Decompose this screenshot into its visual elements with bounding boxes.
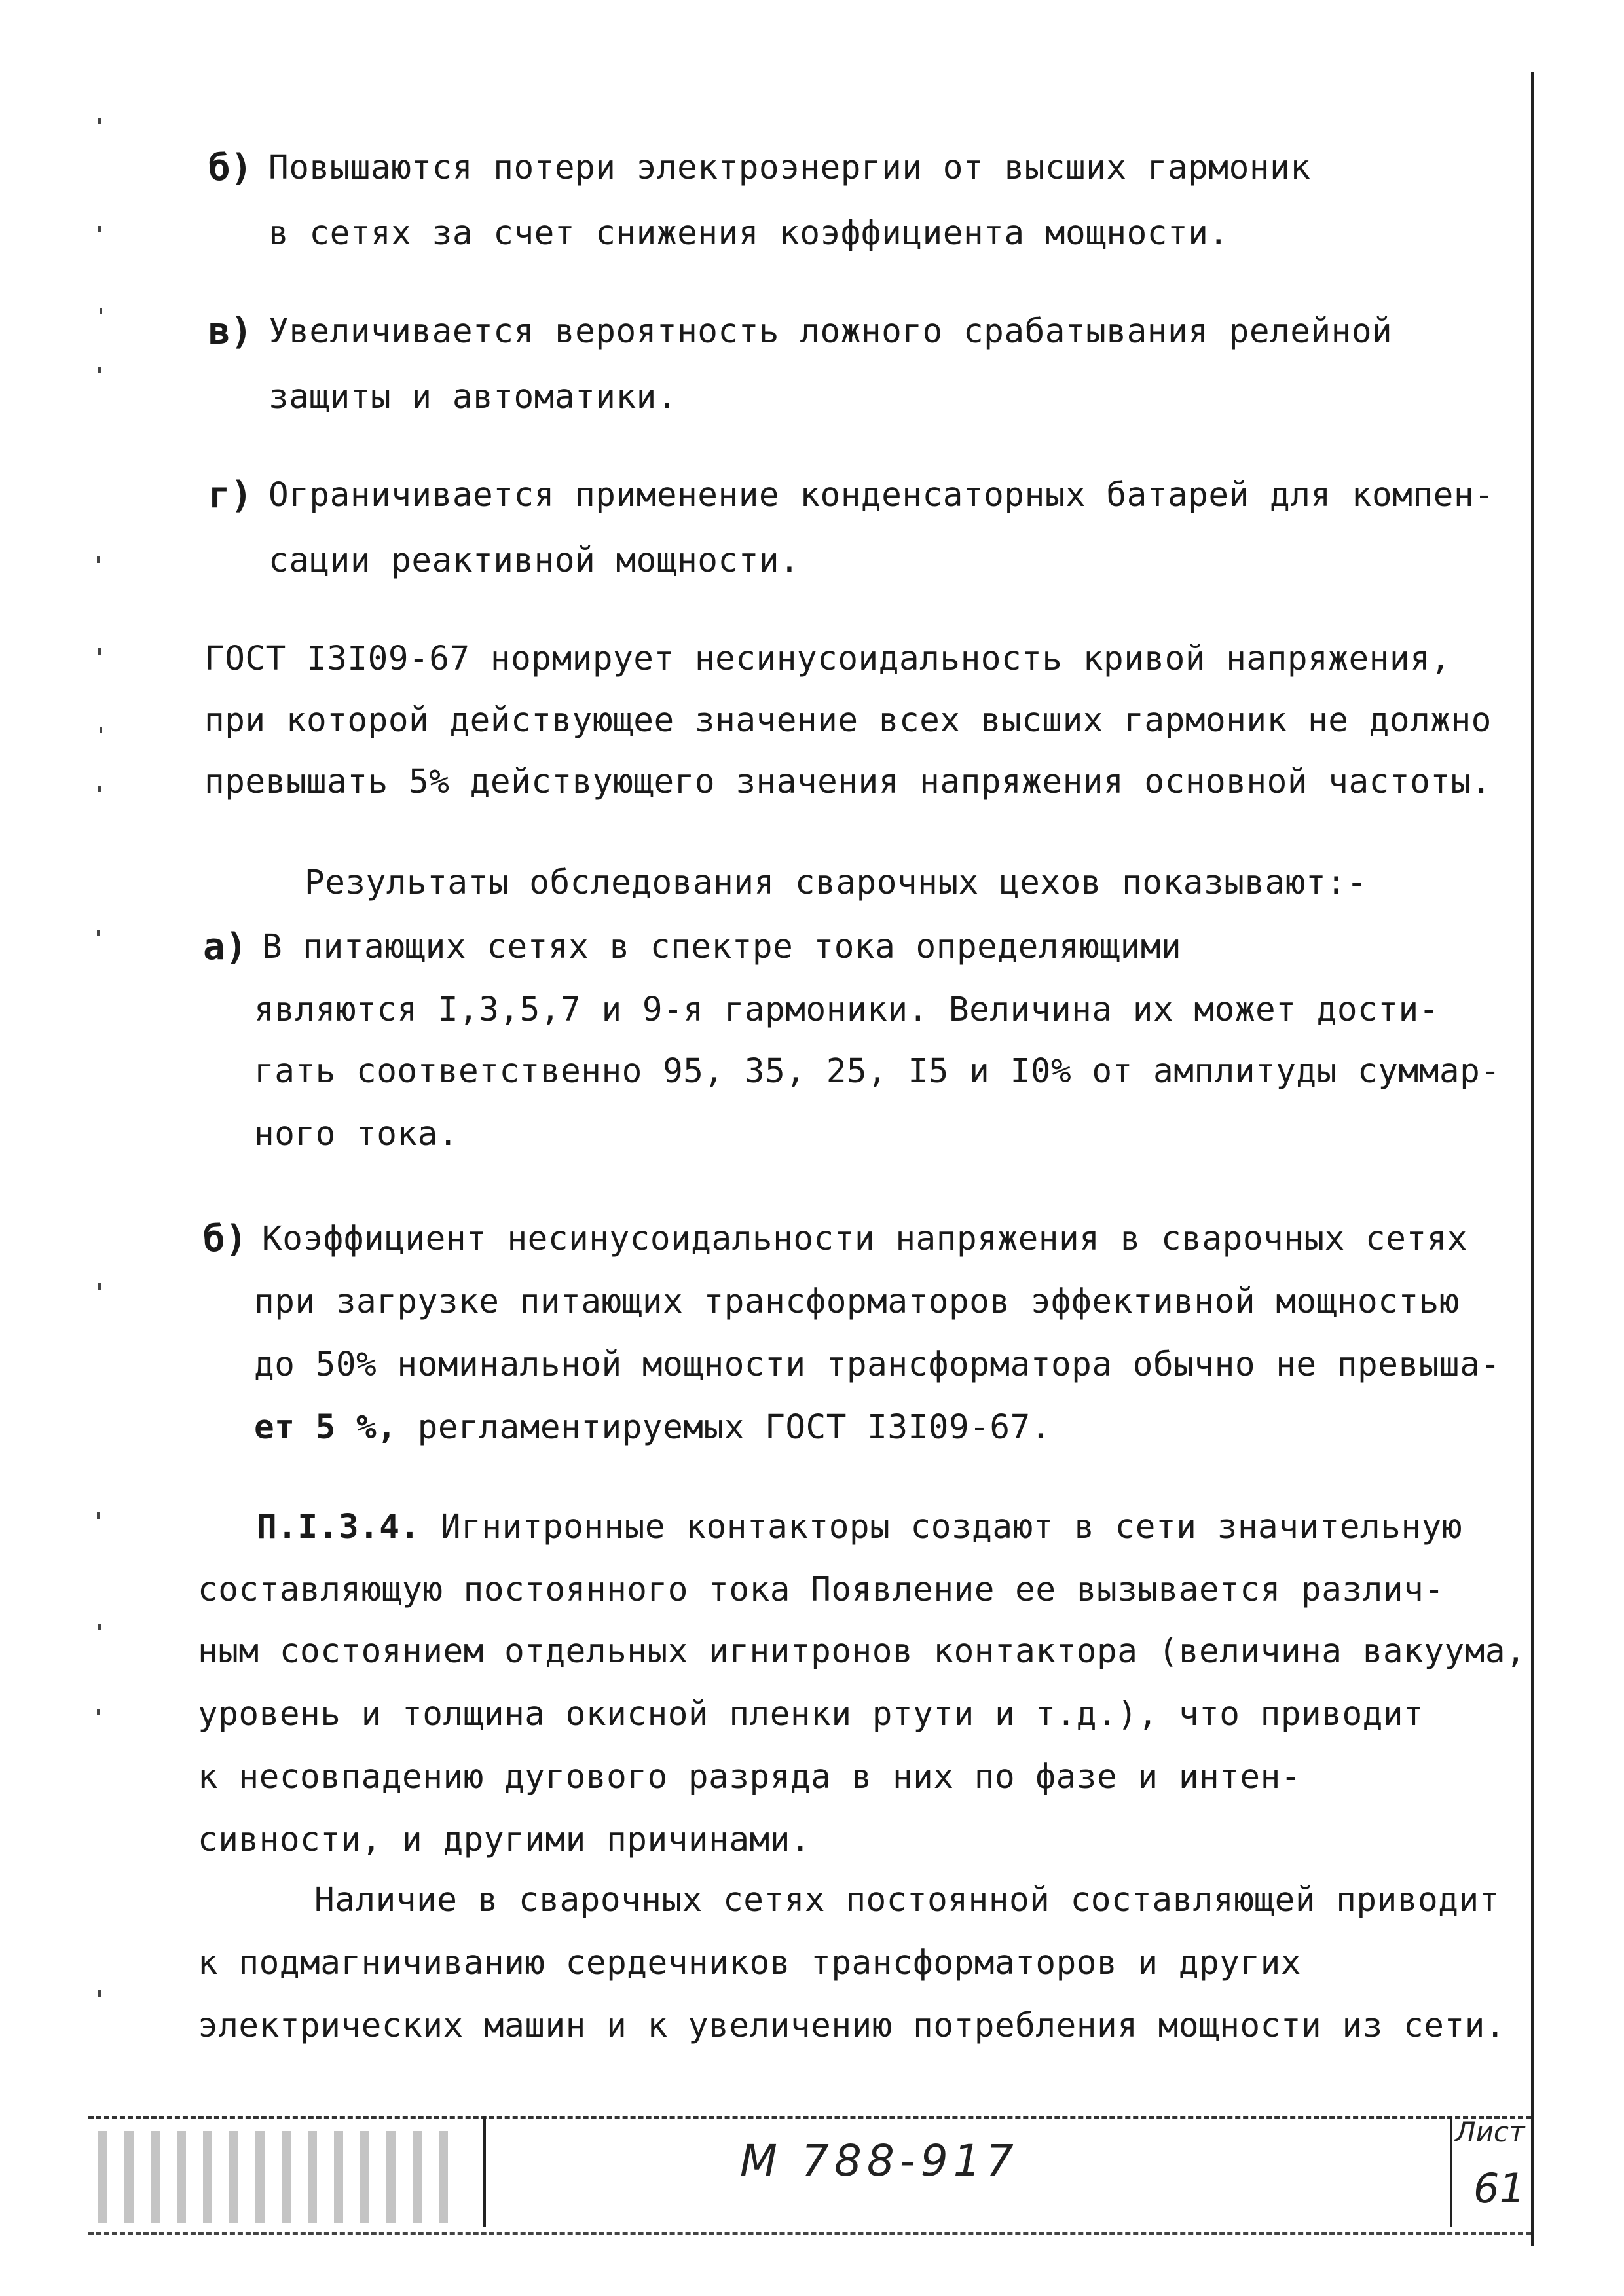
item-a-label: а) xyxy=(203,926,248,968)
section-134-line-3: ным состоянием отдельных игнитронов контактора (величина вакуума, xyxy=(198,1632,1526,1671)
dc-line-2: к подмагничиванию сердечников трансформаторов и других xyxy=(198,1944,1302,1982)
item-g-line-1: Ограничивается применение конденсаторных батарей для компен- xyxy=(268,476,1495,515)
item-g-label: г) xyxy=(208,474,253,517)
document-code: М 788-917 xyxy=(740,2136,1019,2186)
item-b-line-2: в сетях за счет снижения коэффициента мощности. xyxy=(268,214,1229,253)
item-b2-line-1: Коэффициент несинусоидальности напряжения в сварочных сетях xyxy=(262,1220,1468,1258)
item-a-line-4: ного тока. xyxy=(254,1115,459,1154)
item-b2-line-2: при загрузке питающих трансформаторов эффективной мощностью xyxy=(254,1283,1460,1321)
title-block-divider-left xyxy=(483,2116,486,2227)
section-134-line-5: к несовпадению дугового разряда в них по фазе и интен- xyxy=(198,1758,1302,1796)
section-134-line-4: уровень и толщина окисной пленки ртути и т.д.), что приводит xyxy=(198,1695,1424,1734)
gost-line-3: превышать 5% действующего значения напряжения основной частоты. xyxy=(204,763,1492,801)
section-134-line-6: сивности, и другими причинами. xyxy=(198,1821,811,1859)
item-b2-line-4-prefix: ет 5 %, xyxy=(254,1408,397,1447)
page-frame-right xyxy=(1531,72,1534,2246)
item-a-line-1: В питающих сетях в спектре тока определяющими xyxy=(262,928,1182,966)
section-134-line-1-text: Игнитронные контакторы создают в сети значительную xyxy=(420,1508,1463,1546)
section-134-line-2: составляющую постоянного тока Появление ее вызывается различ- xyxy=(198,1571,1445,1609)
title-block-bottom-rule xyxy=(88,2232,1531,2235)
item-b-line-1: Повышаются потери электроэнергии от высших гармоник xyxy=(268,149,1311,187)
gost-line-1: ГОСТ I3I09-67 нормирует несинусоидальность кривой напряжения, xyxy=(204,640,1451,678)
sheet-label: Лист xyxy=(1455,2116,1525,2148)
title-block-divider-right xyxy=(1450,2116,1452,2227)
item-v-line-2: защиты и автоматики. xyxy=(268,378,678,416)
item-b2-line-4 xyxy=(254,1406,1051,1449)
results-intro: Результаты обследования сварочных цехов показывают:- xyxy=(304,864,1367,902)
dc-line-3: электрических машин и к увеличению потребления мощности из сети. xyxy=(198,2007,1506,2045)
item-v-label: в) xyxy=(208,310,253,353)
item-b2-line-3: до 50% номинальной мощности трансформатора обычно не превыша- xyxy=(254,1345,1501,1384)
item-v-line-1: Увеличивается вероятность ложного срабатывания релейной xyxy=(268,312,1393,351)
section-134-number: П.I.3.4. xyxy=(257,1508,420,1546)
item-g-line-2: сации реактивной мощности. xyxy=(268,541,800,580)
item-b2-label: б) xyxy=(203,1218,248,1260)
item-b-label: б) xyxy=(208,147,253,189)
section-134-line-1 xyxy=(257,1506,1462,1549)
title-block-top-rule xyxy=(88,2116,1531,2119)
sheet-number: 61 xyxy=(1473,2164,1525,2212)
title-block-signature-cells xyxy=(98,2131,465,2223)
dc-line-1: Наличие в сварочных сетях постоянной составляющей приводит xyxy=(314,1881,1500,1920)
item-b2-line-4-rest: регламентируемых ГОСТ I3I09-67. xyxy=(397,1408,1051,1447)
gost-line-2: при которой действующее значение всех высших гармоник не должно xyxy=(204,701,1492,740)
item-a-line-3: гать соответственно 95, 35, 25, I5 и I0% от амплитуды суммар- xyxy=(254,1052,1501,1091)
item-a-line-2: являются I,3,5,7 и 9-я гармоники. Величина их может дости- xyxy=(254,991,1439,1029)
